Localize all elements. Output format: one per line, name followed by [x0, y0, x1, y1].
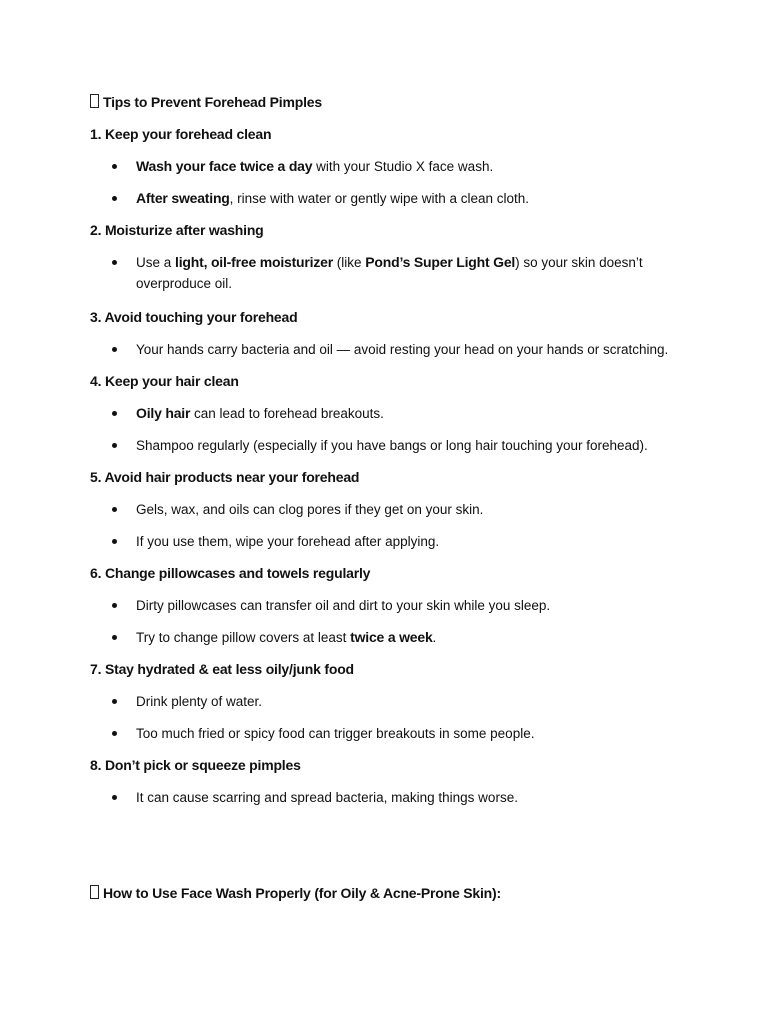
section-heading: 6. Change pillowcases and towels regularly	[90, 565, 371, 581]
body-text: Too much fried or spicy food can trigger breakouts in some people.	[136, 726, 535, 741]
bullet-icon	[112, 196, 117, 201]
list-item-text	[136, 691, 696, 712]
bullet-icon	[112, 603, 117, 608]
body-text: It can cause scarring and spread bacteria, making things worse.	[136, 790, 518, 805]
list-item-text	[136, 627, 696, 648]
body-text: ) so your skin doesn’t overproduce oil.	[136, 255, 643, 291]
section-heading: 4. Keep your hair clean	[90, 373, 239, 389]
bullet-icon	[112, 699, 117, 704]
body-text: (like	[332, 255, 366, 270]
bullet-icon	[112, 731, 117, 736]
body-text: .	[432, 630, 437, 645]
bullet-icon	[112, 260, 117, 265]
bullet-icon	[112, 507, 117, 512]
section-heading: 1. Keep your forehead clean	[90, 126, 272, 142]
section-heading: 3. Avoid touching your forehead	[90, 309, 298, 325]
list-item-text	[136, 252, 696, 294]
bullet-icon	[112, 539, 117, 544]
list-item-text	[136, 499, 696, 520]
missing-emoji-icon	[90, 94, 99, 108]
list-item-text	[136, 403, 696, 424]
emphasis-text: twice a week	[350, 629, 433, 645]
bullet-icon	[112, 443, 117, 448]
emphasis-text: Oily hair	[136, 405, 191, 421]
section-heading: 5. Avoid hair products near your forehead	[90, 469, 360, 485]
list-item-text	[136, 723, 696, 744]
list-item-text	[136, 595, 696, 616]
bullet-icon	[112, 635, 117, 640]
list-item-text	[136, 531, 696, 552]
body-text: Your hands carry bacteria and oil — avoid resting your head on your hands or scratching.	[136, 342, 669, 357]
face-wash-heading: How to Use Face Wash Properly (for Oily & Acne-Prone Skin):	[90, 884, 501, 902]
list-item-text	[136, 787, 696, 808]
bullet-icon	[112, 347, 117, 352]
list-item-text	[136, 156, 696, 177]
body-text: Shampoo regularly (especially if you have bangs or long hair touching your forehead).	[136, 438, 648, 453]
missing-emoji-icon	[90, 885, 99, 899]
emphasis-text: After sweating	[136, 190, 230, 206]
bullet-icon	[112, 411, 117, 416]
bullet-icon	[112, 795, 117, 800]
body-text: Use a	[136, 255, 176, 270]
body-text: Dirty pillowcases can transfer oil and dirt to your skin while you sleep.	[136, 598, 551, 613]
section-heading: 7. Stay hydrated & eat less oily/junk food	[90, 661, 354, 677]
section-heading: 2. Moisturize after washing	[90, 222, 264, 238]
document-title: Tips to Prevent Forehead Pimples	[90, 93, 322, 111]
body-text: Try to change pillow covers at least	[136, 630, 351, 645]
body-text: Drink plenty of water.	[136, 694, 263, 709]
body-text: , rinse with water or gently wipe with a clean cloth.	[229, 191, 530, 206]
body-text: can lead to forehead breakouts.	[190, 406, 384, 421]
body-text: with your Studio X face wash.	[312, 159, 494, 174]
body-text: Gels, wax, and oils can clog pores if they get on your skin.	[136, 502, 484, 517]
list-item-text	[136, 339, 696, 360]
bullet-icon	[112, 164, 117, 169]
emphasis-text: Pond’s Super Light Gel	[365, 254, 516, 270]
emphasis-text: light, oil-free moisturizer	[175, 254, 333, 270]
emphasis-text: Wash your face twice a day	[136, 158, 313, 174]
section-heading: 8. Don’t pick or squeeze pimples	[90, 757, 301, 773]
list-item-text	[136, 188, 696, 209]
body-text: If you use them, wipe your forehead after applying.	[136, 534, 440, 549]
list-item-text	[136, 435, 696, 456]
